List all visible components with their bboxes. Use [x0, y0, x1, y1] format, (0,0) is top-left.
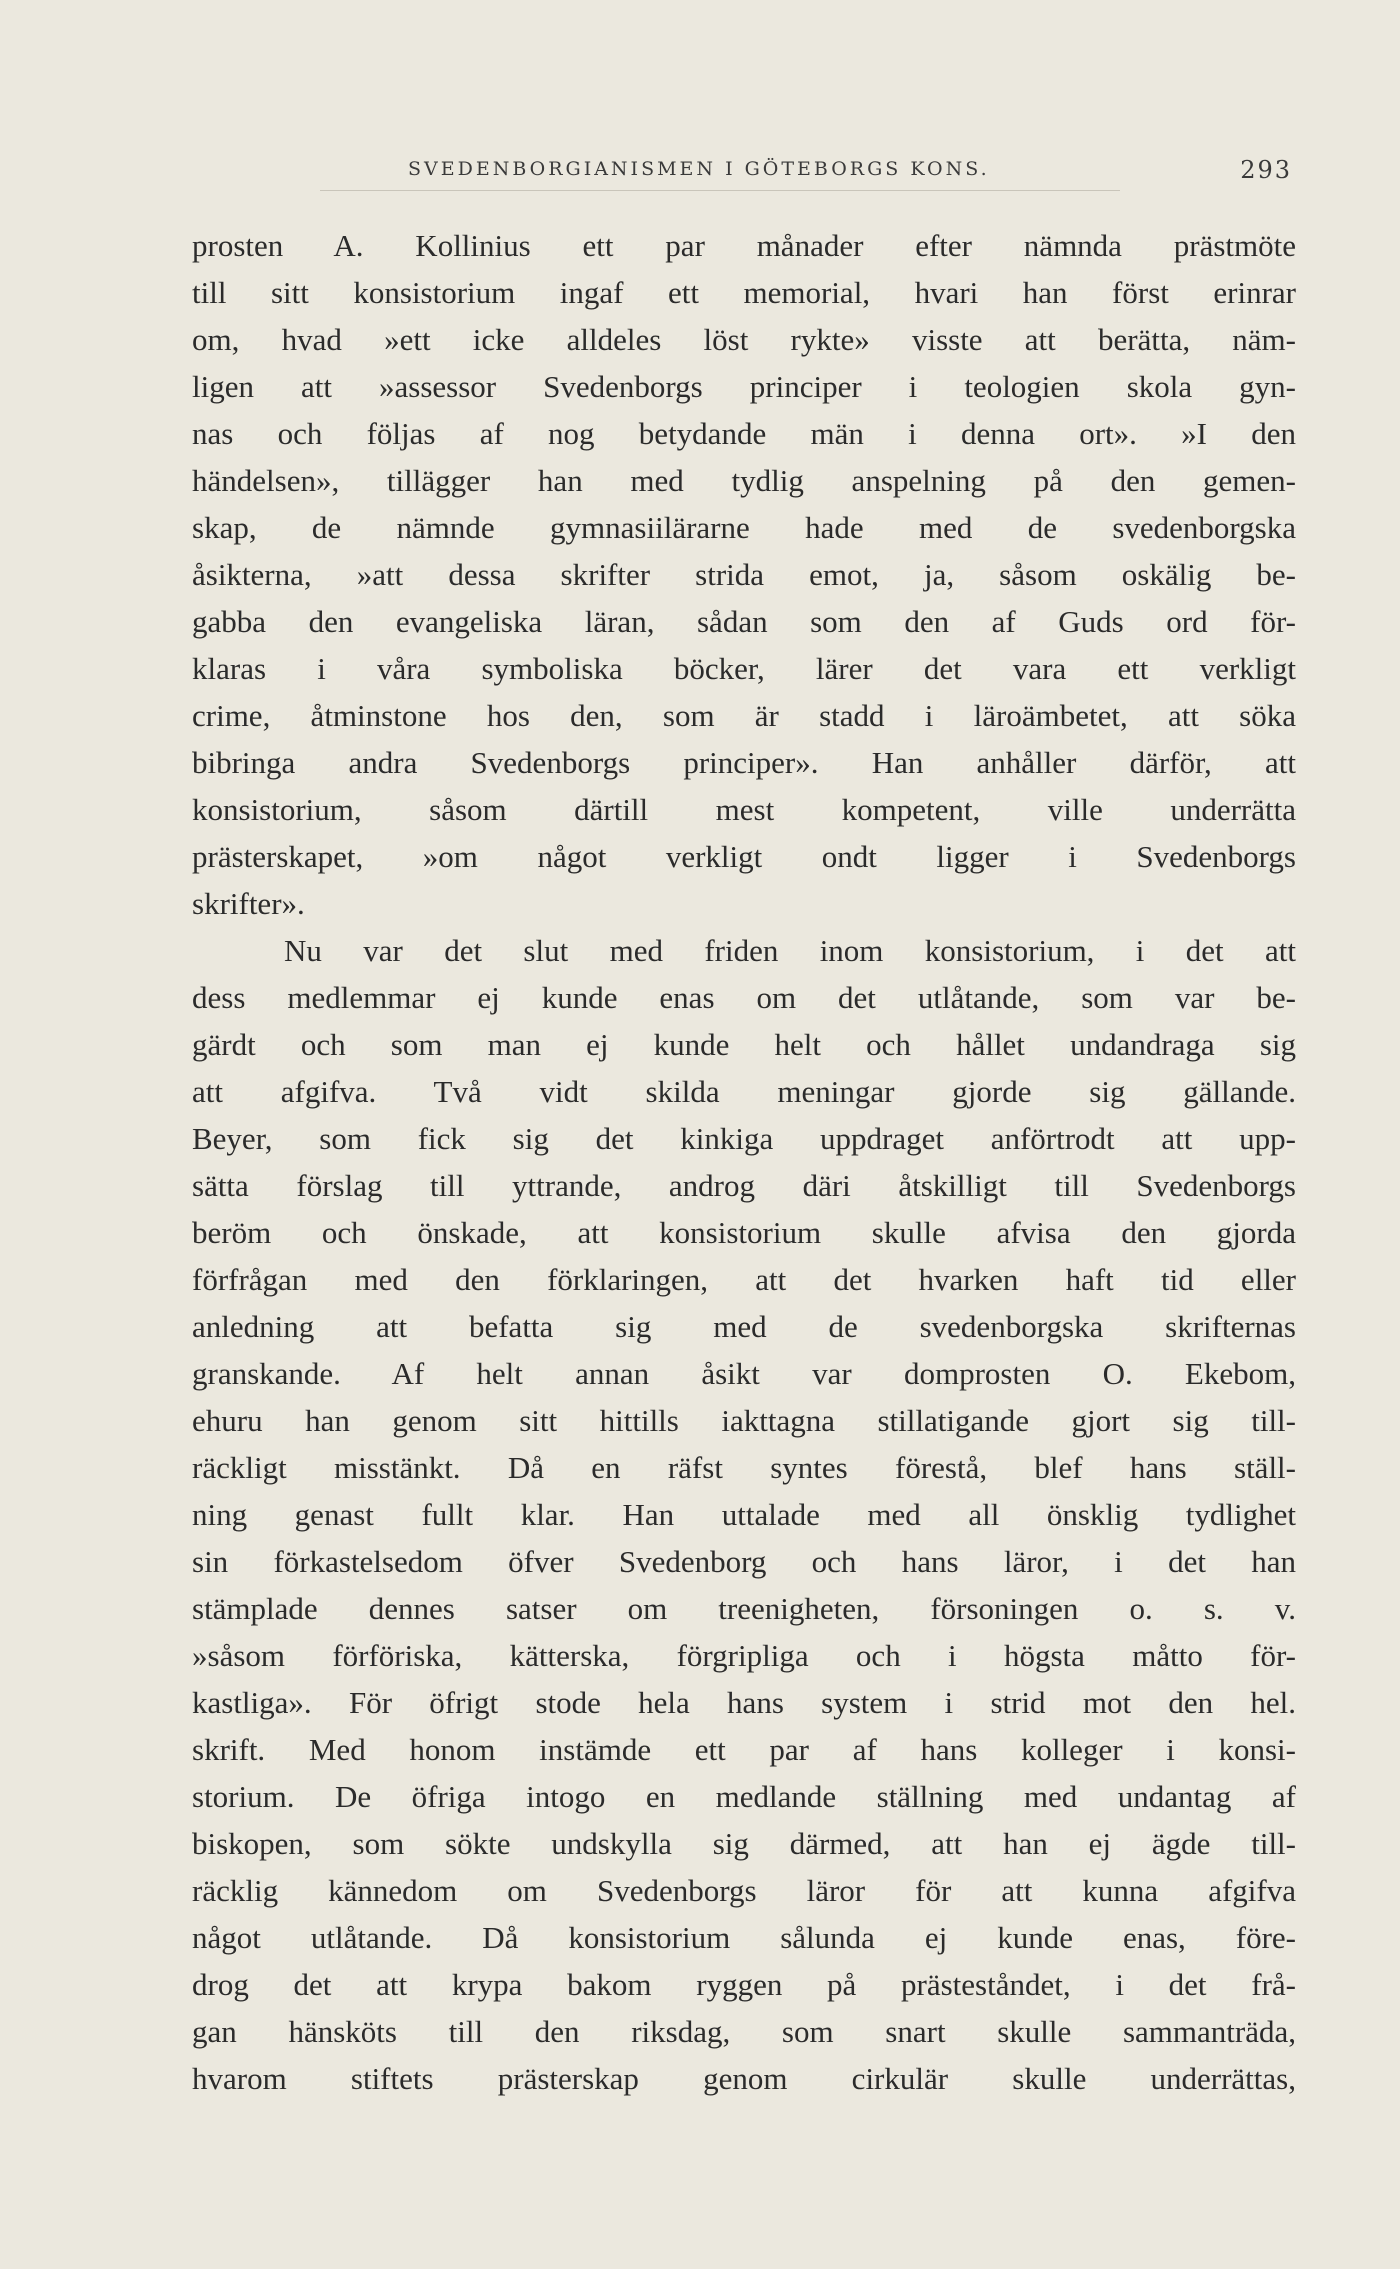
running-title: SVEDENBORGIANISMEN I GÖTEBORGS KONS.	[408, 158, 990, 180]
text-line: gan hänsköts till den riksdag, som snart skulle sammanträda,	[192, 2014, 1296, 2049]
text-line: beröm och önskade, att konsistorium skulle afvisa den gjorda	[192, 1215, 1296, 1250]
text-line: bibringa andra Svedenborgs principer». Han anhåller därför, att	[192, 745, 1296, 780]
paragraph-end-line: skrifter».	[192, 886, 305, 921]
text-line: förfrågan med den förklaringen, att det hvarken haft tid eller	[192, 1262, 1296, 1297]
text-line: Beyer, som fick sig det kinkiga uppdraget anförtrodt att upp-	[192, 1121, 1296, 1156]
text-line: konsistorium, såsom därtill mest kompetent, ville underrätta	[192, 792, 1296, 827]
text-line: ehuru han genom sitt hittills iakttagna stillatigande gjort sig till-	[192, 1403, 1296, 1438]
text-line: att afgifva. Två vidt skilda meningar gjorde sig gällande.	[192, 1074, 1296, 1109]
text-line: ning genast fullt klar. Han uttalade med all önsklig tydlighet	[192, 1497, 1296, 1532]
paragraph-start-line: Nu var det slut med friden inom konsistorium, i det att	[284, 933, 1296, 968]
text-line: stämplade dennes satser om treenigheten, försoningen o. s. v.	[192, 1591, 1296, 1626]
text-line: sätta förslag till yttrande, androg däri åtskilligt till Svedenborgs	[192, 1168, 1296, 1203]
text-line: gärdt och som man ej kunde helt och hållet undandraga sig	[192, 1027, 1296, 1062]
page-number: 293	[1240, 156, 1292, 184]
text-line: klaras i våra symboliska böcker, lärer det vara ett verkligt	[192, 651, 1296, 686]
text-line: hvarom stiftets prästerskap genom cirkulär skulle underrättas,	[192, 2061, 1296, 2096]
text-line: »såsom förföriska, kätterska, förgripliga och i högsta måtto för-	[192, 1638, 1296, 1673]
text-line: till sitt konsistorium ingaf ett memorial, hvari han först erinrar	[192, 275, 1296, 310]
text-line: crime, åtminstone hos den, som är stadd i läroämbetet, att söka	[192, 698, 1296, 733]
text-line: räckligt misstänkt. Då en räfst syntes förestå, blef hans ställ-	[192, 1450, 1296, 1485]
text-line: något utlåtande. Då konsistorium sålunda ej kunde enas, före-	[192, 1920, 1296, 1955]
running-header	[190, 152, 1296, 190]
text-line: räcklig kännedom om Svedenborgs läror för att kunna afgifva	[192, 1873, 1296, 1908]
text-line: kastliga». För öfrigt stode hela hans system i strid mot den hel.	[192, 1685, 1296, 1720]
body-text	[192, 222, 1296, 2102]
text-line: skap, de nämnde gymnasiilärarne hade med de svedenborgska	[192, 510, 1296, 545]
text-line: prästerskapet, »om något verkligt ondt ligger i Svedenborgs	[192, 839, 1296, 874]
text-line: händelsen», tillägger han med tydlig anspelning på den gemen-	[192, 463, 1296, 498]
text-line: prosten A. Kollinius ett par månader efter nämnda prästmöte	[192, 228, 1296, 263]
header-rule	[320, 190, 1120, 191]
text-line: om, hvad »ett icke alldeles löst rykte» visste att berätta, näm-	[192, 322, 1296, 357]
text-line: drog det att krypa bakom ryggen på prästeståndet, i det frå-	[192, 1967, 1296, 2002]
text-line: ligen att »assessor Svedenborgs principer i teologien skola gyn-	[192, 369, 1296, 404]
text-line: granskande. Af helt annan åsikt var domprosten O. Ekebom,	[192, 1356, 1296, 1391]
text-line: åsikterna, »att dessa skrifter strida emot, ja, såsom oskälig be-	[192, 557, 1296, 592]
text-line: nas och följas af nog betydande män i denna ort». »I den	[192, 416, 1296, 451]
text-line: skrift. Med honom instämde ett par af hans kolleger i konsi-	[192, 1732, 1296, 1767]
text-line: storium. De öfriga intogo en medlande ställning med undantag af	[192, 1779, 1296, 1814]
text-line: sin förkastelsedom öfver Svedenborg och hans läror, i det han	[192, 1544, 1296, 1579]
text-line: biskopen, som sökte undskylla sig därmed, att han ej ägde till-	[192, 1826, 1296, 1861]
text-line: gabba den evangeliska läran, sådan som den af Guds ord för-	[192, 604, 1296, 639]
text-line: dess medlemmar ej kunde enas om det utlåtande, som var be-	[192, 980, 1296, 1015]
text-line: anledning att befatta sig med de svedenborgska skrifternas	[192, 1309, 1296, 1344]
